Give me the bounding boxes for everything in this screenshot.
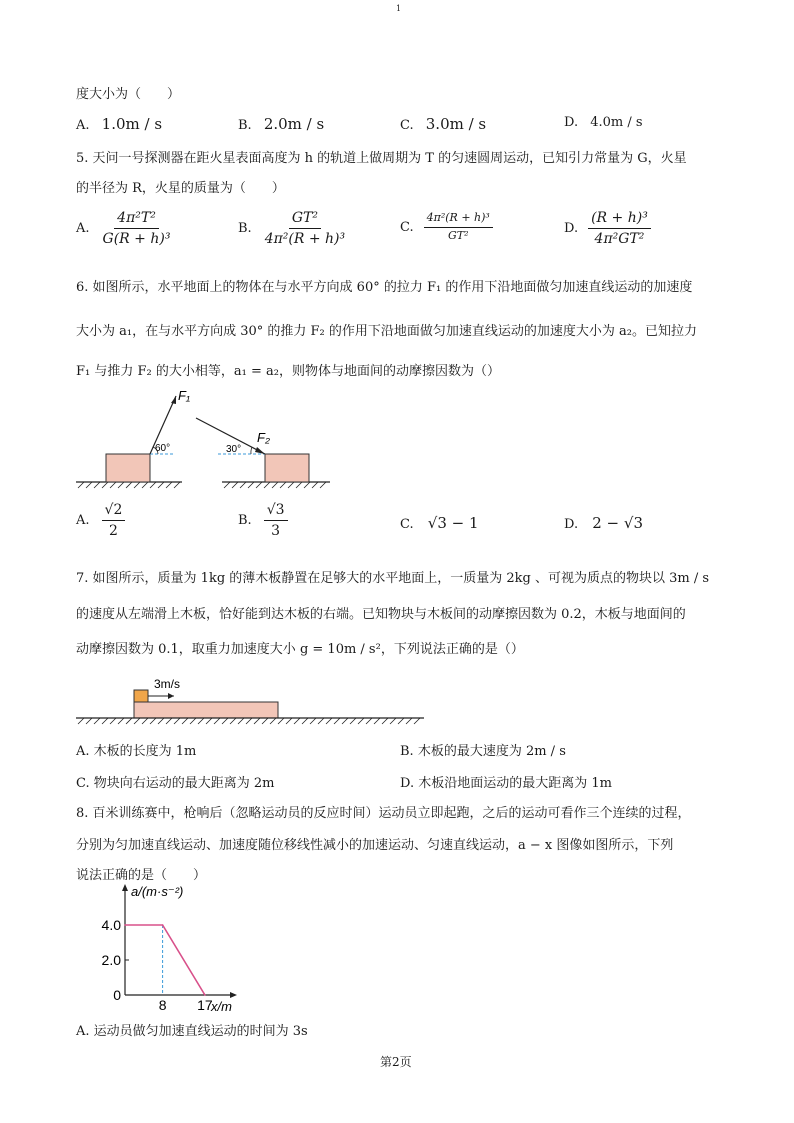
x-axis-label: x/m <box>211 999 232 1012</box>
q5-stem-line2: 的半径为 R，火星的质量为（ ） <box>76 181 285 196</box>
q6-option-a <box>76 502 125 539</box>
data-point <box>162 924 164 926</box>
q5-option-d-numerator: (R + h)³ <box>588 210 651 229</box>
q4-option-c-value: 3.0m / s <box>425 115 487 133</box>
ground-hatch-1 <box>78 482 180 488</box>
block-1 <box>106 454 150 482</box>
q6-option-c <box>400 514 479 532</box>
header-mark: 1 <box>396 4 402 13</box>
y-tick-label: 2.0 <box>101 952 121 968</box>
angle-60-label: 60° <box>155 443 171 454</box>
q8-stem-line3: 说法正确的是（ ） <box>76 868 207 883</box>
q7-option-d: D. 木板沿地面运动的最大距离为 1m <box>400 776 612 791</box>
q6-option-a-numerator: √2 <box>102 502 126 521</box>
y-axis-arrowhead <box>122 884 128 891</box>
f1-label: F₁ <box>178 388 191 403</box>
q5-stem-line1: 5. 天问一号探测器在距火星表面高度为 h 的轨道上做周期为 T 的匀速圆周运动，已知引力常量为 G，火星 <box>76 151 687 166</box>
angle-30-label: 30° <box>226 444 242 455</box>
f2-arrowhead <box>255 447 265 454</box>
block-2 <box>265 454 309 482</box>
q5-option-a-numerator: 4π²T² <box>114 210 159 229</box>
q5-option-c-denominator: GT² <box>447 228 469 242</box>
q5-option-d-denominator: 4π²GT² <box>594 231 645 248</box>
velocity-label: 3m/s <box>154 677 181 691</box>
q6-stem-line2: 大小为 a₁，在与水平方向成 30° 的推力 F₂ 的作用下沿地面做匀加速直线运动的加速度大小为 a₂。已知拉力 <box>76 324 697 339</box>
f2-label: F₂ <box>257 430 270 445</box>
q8-a-x-chart <box>70 882 270 1012</box>
q6-option-d-label: D. <box>564 517 579 532</box>
small-block <box>134 690 148 702</box>
q6-option-b-denominator: 3 <box>271 523 281 540</box>
q5-option-b <box>238 210 348 247</box>
q6-stem-line1: 6. 如图所示，水平地面上的物体在与水平方向成 60° 的拉力 F₁ 的作用下沿地面做匀加速直线运动的加速度 <box>76 280 693 295</box>
page-number: 第2页 <box>380 1055 412 1069</box>
q5-option-a <box>76 210 173 247</box>
data-point <box>124 924 126 926</box>
q7-stem-line3: 动摩擦因数为 0.1，取重力加速度大小 g = 10m / s²，下列说法正确的是（） <box>76 642 524 657</box>
ground-hatch-3 <box>78 718 420 724</box>
q4-option-d-label: D. <box>564 115 579 130</box>
y-tick-label: 4.0 <box>101 917 121 933</box>
x-tick-label: 17 <box>197 997 213 1012</box>
q4-option-b-label: B. <box>238 118 252 133</box>
q7-stem-line1: 7. 如图所示，质量为 1kg 的薄木板静置在足够大的水平地面上，一质量为 2kg 、可视为质点的物块以 3m / s <box>76 571 710 586</box>
q6-option-c-label: C. <box>400 517 414 532</box>
q5-option-c-label: C. <box>400 219 414 235</box>
velocity-arrowhead <box>168 693 174 699</box>
series-line <box>125 925 205 995</box>
q4-option-c-label: C. <box>400 118 414 133</box>
y-tick-label: 0 <box>113 987 121 1003</box>
q5-option-a-label: A. <box>76 221 90 237</box>
q5-option-b-denominator: 4π²(R + h)³ <box>264 231 346 248</box>
q5-option-d <box>564 210 651 247</box>
q6-force-diagram <box>70 386 340 496</box>
f1-arrowhead <box>171 396 176 404</box>
q4-option-d-value: 4.0m / s <box>590 115 643 130</box>
q6-option-b-numerator: √3 <box>264 502 288 521</box>
q5-option-b-label: B. <box>238 221 252 237</box>
q8-stem-line2: 分别为匀加速直线运动、加速度随位移线性减小的加速运动、匀速直线运动，a − x 图像如图所示，下列 <box>76 838 674 853</box>
q6-option-b-label: B. <box>238 513 252 529</box>
q5-option-c-numerator: 4π²(R + h)³ <box>424 212 493 228</box>
q5-option-d-label: D. <box>564 221 579 237</box>
x-axis-arrowhead <box>230 992 237 998</box>
q6-option-c-value: √3 − 1 <box>427 514 479 532</box>
q6-option-d <box>564 514 643 532</box>
q4-option-a-label: A. <box>76 118 90 133</box>
q6-option-d-value: 2 − √3 <box>592 514 643 532</box>
q7-board-diagram <box>70 672 430 728</box>
q7-option-c: C. 物块向右运动的最大距离为 2m <box>76 776 275 791</box>
q5-option-b-numerator: GT² <box>289 210 321 229</box>
data-point <box>204 994 206 996</box>
angle-arc-2 <box>251 447 252 454</box>
q8-stem-line1: 8. 百米训练赛中，枪响后（忽略运动员的反应时间）运动员立即起跑，之后的运动可看作三个连续的过程， <box>76 806 691 821</box>
q4-option-b-value: 2.0m / s <box>263 115 325 133</box>
q5-option-c <box>400 212 493 242</box>
y-axis-label: a/(m·s⁻²) <box>131 884 184 899</box>
q6-option-b <box>238 502 288 539</box>
q6-option-a-denominator: 2 <box>108 523 118 540</box>
q8-option-a: A. 运动员做匀加速直线运动的时间为 3s <box>76 1024 308 1039</box>
q6-stem-line3: F₁ 与推力 F₂ 的大小相等，a₁ = a₂，则物体与地面间的动摩擦因数为（） <box>76 364 500 379</box>
q5-option-a-denominator: G(R + h)³ <box>102 231 171 248</box>
q4-option-a-value: 1.0m / s <box>101 115 163 133</box>
x-tick-label: 8 <box>158 997 167 1012</box>
q6-option-a-label: A. <box>76 513 90 529</box>
ground-hatch-2 <box>224 482 326 488</box>
q7-option-b: B. 木板的最大速度为 2m / s <box>400 744 566 759</box>
q4-stem-tail: 度大小为（ ） <box>76 87 181 102</box>
q7-stem-line2: 的速度从左端滑上木板，恰好能到达木板的右端。已知物块与木板间的动摩擦因数为 0.2，木板与地面间的 <box>76 607 686 622</box>
q4-options <box>76 115 162 133</box>
q7-option-a: A. 木板的长度为 1m <box>76 744 197 759</box>
wooden-board <box>134 702 278 718</box>
